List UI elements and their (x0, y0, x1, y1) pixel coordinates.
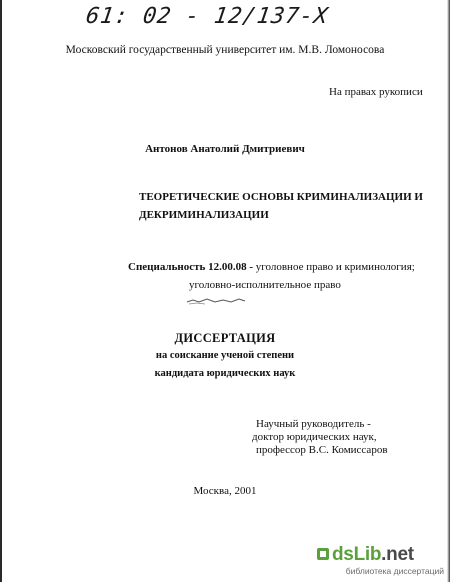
thesis-title-line-2: ДЕКРИМИНАЛИЗАЦИИ (139, 209, 269, 221)
ink-smudge-mark (185, 296, 247, 306)
specialty-line-2: уголовно-исполнительное право (189, 279, 341, 291)
thesis-title-line-1: ТЕОРЕТИЧЕСКИЕ ОСНОВЫ КРИМИНАЛИЗАЦИИ И (139, 191, 423, 203)
rights-notice: На правах рукописи (329, 86, 423, 98)
dissertation-subtitle-1: на соискание ученой степени (155, 350, 295, 361)
dissertation-subtitle-2: кандидата юридических наук (154, 368, 296, 379)
specialty-text: уголовное право и криминология; (253, 261, 415, 273)
supervisor-line-3: профессор В.С. Комиссаров (256, 444, 388, 456)
watermark (316, 544, 444, 578)
watermark-tagline: библиотека диссертаций (345, 566, 444, 576)
specialty-line-1 (128, 261, 415, 273)
author-name: Антонов Анатолий Дмитриевич (145, 143, 305, 155)
supervisor-line-2: доктор юридических наук, (252, 431, 377, 443)
watermark-brand (332, 544, 414, 566)
supervisor-line-1: Научный руководитель - (256, 418, 371, 430)
place-and-year: Москва, 2001 (193, 485, 257, 497)
watermark-brand-part1: dsLib (332, 544, 382, 565)
university-name: Московский государственный университет им. М.В. Ломоносова (65, 44, 385, 56)
dslib-logo-icon (316, 547, 330, 561)
specialty-label: Специальность 12.00.08 - (128, 261, 254, 273)
dissertation-heading: ДИССЕРТАЦИЯ (174, 331, 276, 345)
watermark-brand-part2: .net (381, 544, 414, 565)
handwritten-archive-code: 61: 02 - 12/137-X (84, 4, 330, 29)
